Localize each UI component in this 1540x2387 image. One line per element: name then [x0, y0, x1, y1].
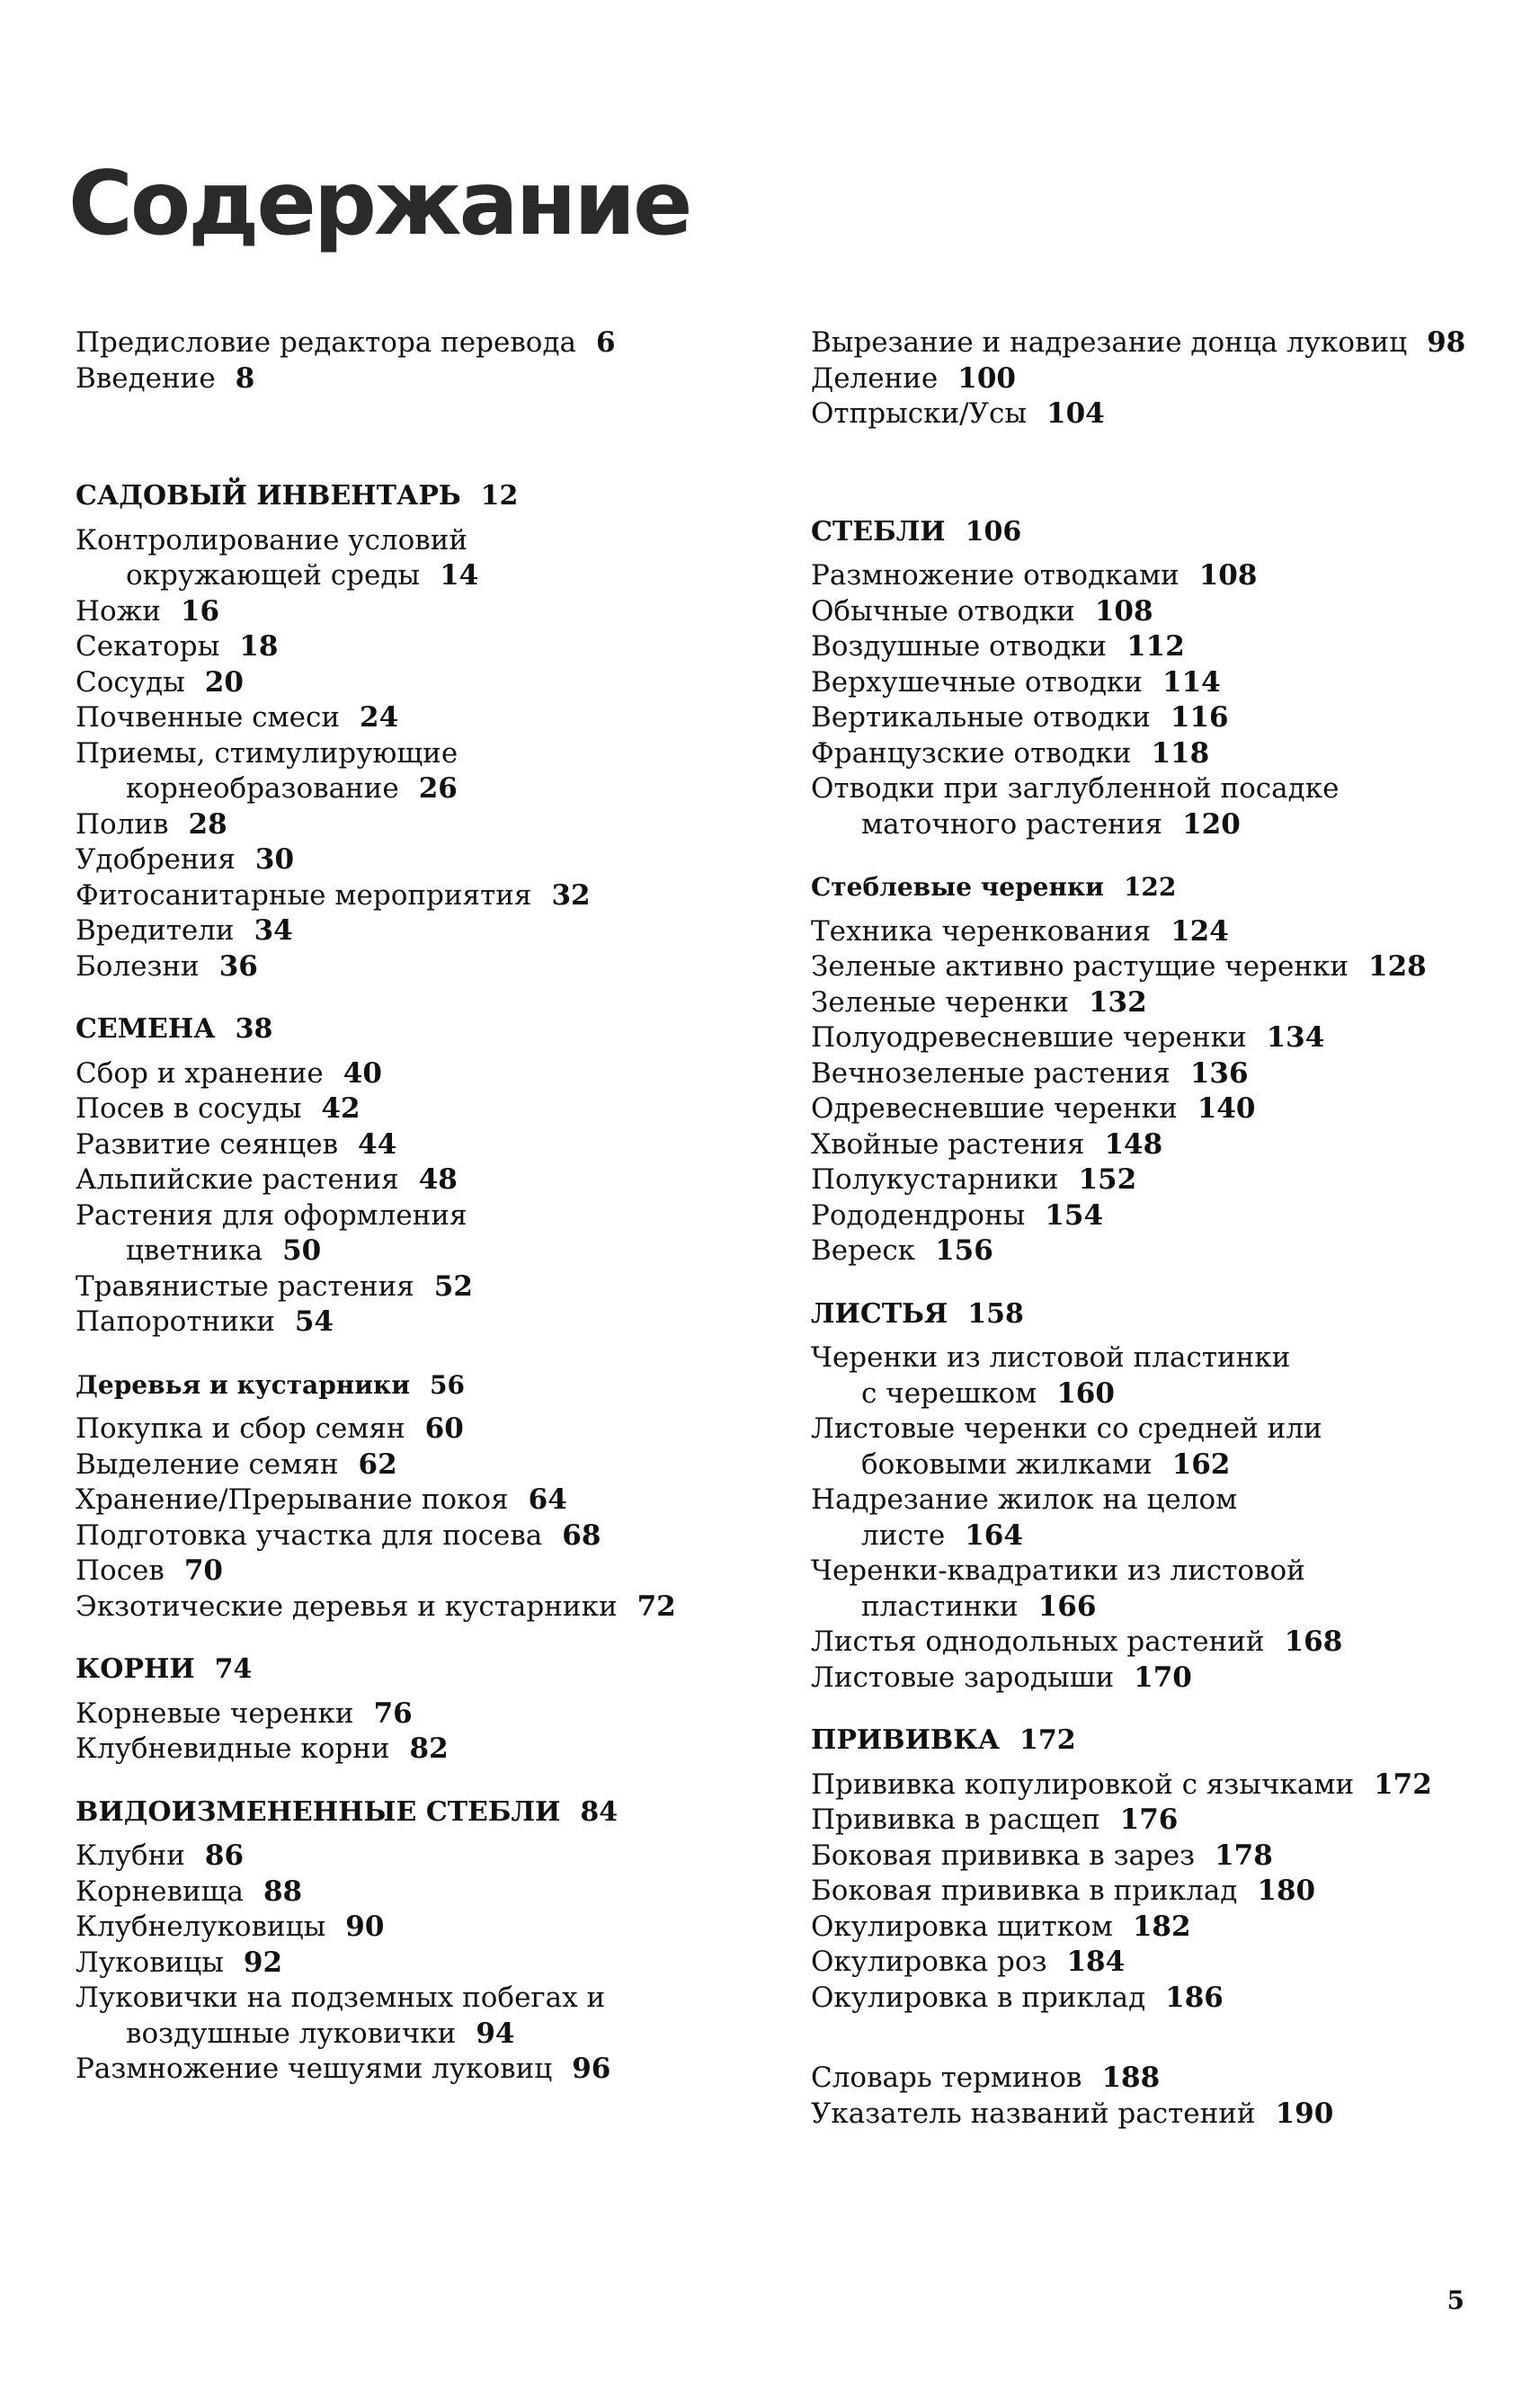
toc-entry: [76, 913, 705, 949]
toc-section-title: КОРНИ: [76, 1653, 195, 1685]
toc-section-heading: [76, 1652, 705, 1688]
toc-entry: [76, 1483, 705, 1519]
toc-page-number: 50: [282, 1234, 322, 1267]
toc-entry: [811, 1661, 1494, 1697]
toc-entry-continuation: [76, 2017, 705, 2053]
toc-entry-title: Отводки при заглубленной посадке: [811, 772, 1340, 805]
toc-page-number: 148: [1104, 1127, 1163, 1161]
toc-entry-title: Верхушечные отводки: [811, 665, 1143, 699]
toc-entry-title: Указатель названий растений: [811, 2097, 1256, 2130]
toc-page-number: 108: [1198, 559, 1258, 592]
toc-page-number: 178: [1215, 1839, 1273, 1872]
toc-page-number: 162: [1171, 1447, 1231, 1481]
toc-page-number: 188: [1101, 2062, 1161, 2094]
toc-sections: [76, 478, 705, 2088]
toc-page-number: 182: [1132, 1910, 1191, 1943]
toc-entry: [76, 1091, 705, 1127]
toc-entry-title: Полукустарники: [811, 1163, 1059, 1196]
toc-entry: [811, 1839, 1494, 1875]
toc-page-number: 20: [204, 665, 244, 699]
toc-entry-title-cont: окружающей среды: [126, 559, 421, 592]
toc-entry-continuation: [811, 1590, 1494, 1625]
toc-entry: [76, 842, 705, 878]
toc-entry: [76, 1056, 705, 1092]
toc-entry: [811, 665, 1494, 701]
toc-entry-continuation: [76, 771, 705, 807]
toc-page-number: 170: [1134, 1661, 1192, 1694]
toc-section-heading: [76, 478, 705, 514]
toc-section-title: ВИДОИЗМЕНЕННЫЕ СТЕБЛИ: [76, 1795, 561, 1828]
toc-entry-title: Листовые зародыши: [811, 1661, 1115, 1694]
toc-page-number: 186: [1165, 1981, 1224, 2014]
toc-page-number: 36: [218, 949, 258, 983]
toc-entry-title: Вырезание и надрезание донца луковиц: [811, 326, 1408, 359]
toc-section-title: СТЕБЛИ: [811, 515, 946, 548]
toc-entry: [76, 1590, 705, 1625]
toc-entry: [76, 1447, 705, 1483]
toc-entry-title: Деление: [811, 361, 939, 395]
toc-entry-continuation: [811, 1376, 1494, 1412]
toc-entry-continuation: [811, 807, 1494, 843]
toc-entry: [811, 594, 1494, 630]
toc-section-heading: [811, 514, 1494, 550]
toc-page-number: 160: [1056, 1376, 1115, 1410]
toc-page-number: 6: [596, 326, 616, 359]
toc-page-number: 166: [1037, 1590, 1097, 1623]
toc-page-number: 18: [239, 630, 279, 663]
toc-section-heading: [76, 1011, 705, 1047]
toc-entry-title: Окулировка роз: [811, 1946, 1047, 1978]
toc-section: [76, 1652, 705, 1768]
toc-entry: [811, 1910, 1494, 1946]
toc-page-number: 26: [418, 772, 458, 805]
toc-section: [811, 869, 1494, 1269]
toc-entry: [811, 1020, 1494, 1056]
toc-entry-title: Развитие сеянцев: [76, 1127, 339, 1161]
toc-entry: [811, 1091, 1494, 1127]
toc-page-number: 154: [1045, 1198, 1104, 1232]
toc-entry: [76, 807, 705, 843]
toc-entry: [811, 1768, 1494, 1804]
toc-entry: [811, 1412, 1494, 1447]
toc-page-number: 60: [424, 1412, 464, 1445]
toc-entry-title: Введение: [76, 361, 216, 395]
toc-page-number: 122: [1123, 872, 1177, 902]
toc-entry-title: Корневища: [76, 1875, 244, 1908]
toc-entry: [811, 1056, 1494, 1092]
toc-entry: [811, 2061, 1494, 2097]
toc-entry-title: Секаторы: [76, 630, 220, 663]
toc-page-number: 24: [360, 701, 399, 734]
toc-page-number: 98: [1427, 326, 1466, 359]
toc-entry-title: Почвенные смеси: [76, 701, 341, 734]
toc-page-number: 72: [636, 1590, 676, 1623]
toc-entry: [76, 1127, 705, 1163]
toc-section-title: Стеблевые черенки: [811, 872, 1104, 902]
toc-page-number: 108: [1094, 594, 1153, 628]
toc-entry-title: Листовые черенки со средней или: [811, 1412, 1322, 1445]
toc-page-number: 128: [1368, 950, 1427, 983]
toc-entry: [76, 878, 705, 914]
toc-section: [76, 478, 705, 984]
toc-entry-title: Сосуды: [76, 665, 185, 699]
toc-entry-title: Боковая прививка в приклад: [811, 1875, 1238, 1907]
toc-page-number: 184: [1066, 1946, 1126, 1978]
toc-entry: [76, 2052, 705, 2088]
toc-entry-title: Травянистые растения: [76, 1269, 414, 1303]
toc-entry: [76, 325, 705, 361]
toc-entry: [76, 1269, 705, 1305]
toc-entry-title-cont: цветника: [126, 1234, 263, 1267]
toc-page-number: 34: [254, 914, 293, 947]
toc-section: [811, 514, 1494, 843]
toc-entry: [811, 325, 1494, 361]
toc-section-heading: [76, 1795, 705, 1830]
toc-entry-title: Одревесневшие черенки: [811, 1092, 1178, 1125]
toc-entry: [811, 396, 1494, 432]
toc-entry-title: Сбор и хранение: [76, 1056, 324, 1090]
toc-page-number: 54: [294, 1305, 334, 1338]
toc-entry: [76, 1839, 705, 1875]
toc-trailer: [811, 2061, 1494, 2132]
toc-entry-title: Приемы, стимулирующие: [76, 736, 458, 770]
toc-sections: [811, 514, 1494, 2017]
toc-entry-title: Размножение отводками: [811, 559, 1179, 592]
toc-entry-title: Луковички на подземных побегах и: [76, 1982, 606, 2014]
toc-page-number: 96: [572, 2053, 611, 2085]
toc-entry-title: Хранение/Прерывание покоя: [76, 1483, 509, 1516]
toc-entry: [811, 1127, 1494, 1163]
toc-entry-title: Французские отводки: [811, 736, 1132, 770]
toc-entry: [76, 736, 705, 772]
toc-entry-title: Луковицы: [76, 1946, 224, 1979]
toc-entry-continuation: [76, 558, 705, 594]
toc-page-number: 86: [204, 1839, 245, 1872]
toc-page-number: 176: [1119, 1804, 1179, 1836]
toc-entry-title: Клубни: [76, 1839, 185, 1872]
toc-entry: [811, 1340, 1494, 1376]
toc-entry-title: Хвойные растения: [811, 1127, 1085, 1161]
page-number: 5: [1447, 2285, 1464, 2315]
toc-entry-title: Покупка и сбор семян: [76, 1412, 405, 1445]
toc-entry: [811, 771, 1494, 807]
toc-entry: [76, 949, 705, 985]
toc-section-heading: [811, 1723, 1494, 1759]
toc-page-number: 158: [967, 1297, 1024, 1330]
toc-page-number: 28: [188, 807, 227, 841]
toc-page-number: 156: [935, 1234, 993, 1267]
toc-entry: [76, 361, 705, 397]
toc-page-number: 190: [1275, 2097, 1334, 2130]
toc-page-number: 38: [235, 1013, 273, 1045]
toc-entry: [76, 700, 705, 736]
toc-section-title: СЕМЕНА: [76, 1013, 216, 1045]
toc-entry-title: Альпийские растения: [76, 1163, 399, 1196]
toc-page-number: 62: [358, 1447, 397, 1481]
toc-entry: [76, 1875, 705, 1910]
toc-page-number: 112: [1126, 630, 1185, 663]
toc-entry-title-cont: с черешком: [861, 1376, 1037, 1410]
toc-entry: [811, 949, 1494, 985]
toc-entry: [76, 1162, 705, 1198]
toc-intro: [76, 325, 705, 396]
toc-entry: [811, 2097, 1494, 2133]
toc-entry-title: Посев: [76, 1554, 165, 1587]
toc-entry: [76, 594, 705, 630]
toc-entry-title: Боковая прививка в зарез: [811, 1839, 1196, 1872]
toc-page-number: 40: [343, 1056, 382, 1090]
toc-entry-continuation: [811, 1519, 1494, 1554]
toc-left-column: [76, 325, 705, 2088]
toc-section-title: Деревья и кустарники: [76, 1369, 411, 1400]
toc-section: [76, 1795, 705, 2088]
toc-entry-title-cont: боковыми жилками: [861, 1447, 1153, 1481]
toc-right-column: [811, 325, 1494, 2132]
toc-entry: [76, 1412, 705, 1447]
toc-entry-title: Размножение чешуями луковиц: [76, 2053, 553, 2085]
toc-page-number: 16: [180, 594, 220, 628]
toc-page-number: 104: [1046, 397, 1105, 430]
toc-page-number: 76: [373, 1697, 413, 1730]
toc-page-number: 64: [528, 1483, 567, 1516]
toc-entry-title: Удобрения: [76, 843, 236, 876]
toc-entry-title: Болезни: [76, 949, 200, 983]
toc-entry-title: Прививка копулировкой с язычками: [811, 1768, 1355, 1801]
page-title: Содержание: [68, 153, 690, 255]
toc-page-number: 74: [214, 1653, 253, 1685]
toc-page-number: 92: [243, 1946, 283, 1979]
toc-page-number: 12: [480, 480, 519, 512]
toc-section-title: ЛИСТЬЯ: [811, 1297, 948, 1330]
toc-entry-title: Рододендроны: [811, 1198, 1026, 1232]
toc-page-number: 90: [345, 1910, 385, 1943]
toc-page-number: 124: [1171, 914, 1229, 948]
toc-entry-title: Окулировка щитком: [811, 1910, 1113, 1943]
toc-entry-title: Клубневидные корни: [76, 1732, 390, 1765]
toc-entry: [811, 1162, 1494, 1198]
toc-entry-title: Зеленые активно растущие черенки: [811, 950, 1349, 983]
toc-section-heading: [76, 1367, 705, 1403]
toc-entry-title: Вертикальные отводки: [811, 701, 1151, 734]
toc-section: [76, 1011, 705, 1340]
toc-page-number: 68: [562, 1519, 601, 1552]
toc-page-number: 116: [1170, 701, 1229, 734]
toc-page-number: 180: [1257, 1875, 1316, 1907]
toc-page-number: 134: [1266, 1021, 1325, 1054]
toc-entry-title: Корневые черенки: [76, 1697, 354, 1730]
toc-entry-title: Техника черенкования: [811, 914, 1152, 948]
toc-page-number: 30: [254, 843, 295, 876]
toc-entry-title: Воздушные отводки: [811, 630, 1108, 663]
toc-entry: [76, 523, 705, 559]
toc-section-title: ПРИВИВКА: [811, 1724, 1001, 1756]
toc-entry: [811, 558, 1494, 594]
toc-entry-title: Клубнелуковицы: [76, 1910, 326, 1943]
toc-entry: [811, 700, 1494, 736]
toc-page-number: 56: [430, 1369, 465, 1400]
toc-entry: [76, 1519, 705, 1554]
toc-entry-title: Вечнозеленые растения: [811, 1056, 1171, 1090]
toc-entry-title: Экзотические деревья и кустарники: [76, 1590, 618, 1623]
toc-entry: [76, 665, 705, 701]
toc-entry-title-cont: маточного растения: [861, 807, 1163, 841]
toc-section: [811, 1296, 1494, 1697]
toc-entry: [811, 985, 1494, 1021]
toc-entry: [76, 1910, 705, 1946]
toc-entry-continuation: [76, 1234, 705, 1269]
toc-page-number: 106: [965, 515, 1022, 548]
toc-entry: [76, 1946, 705, 1982]
toc-entry: [811, 1981, 1494, 2017]
toc-entry-title: Папоротники: [76, 1305, 275, 1338]
toc-entry-title: Контролирование условий: [76, 523, 468, 557]
toc-page-number: 8: [235, 361, 255, 395]
toc-entry-title: Подготовка участка для посева: [76, 1519, 543, 1552]
toc-entry: [811, 1803, 1494, 1839]
toc-page-number: 152: [1078, 1163, 1137, 1196]
toc-page-number: 172: [1374, 1768, 1432, 1801]
toc-entry: [811, 1198, 1494, 1234]
toc-entry-title-cont: пластинки: [861, 1590, 1019, 1623]
toc-entry-title: Зеленые черенки: [811, 985, 1069, 1019]
toc-page-number: 118: [1151, 736, 1210, 770]
toc-entry-continuation: [811, 1447, 1494, 1483]
toc-entry-title: Полив: [76, 807, 169, 841]
toc-page-number: 114: [1162, 665, 1221, 699]
toc-entry: [811, 629, 1494, 665]
toc-section-title: САДОВЫЙ ИНВЕНТАРЬ: [76, 480, 461, 512]
toc-entry: [811, 1483, 1494, 1519]
toc-page-number: 172: [1019, 1724, 1076, 1756]
toc-entry: [811, 1234, 1494, 1269]
toc-section-heading: [811, 1296, 1494, 1332]
toc-entry-title: Прививка в расщеп: [811, 1804, 1100, 1836]
toc-entry-title: Обычные отводки: [811, 594, 1075, 628]
toc-entry-title: Черенки из листовой пластинки: [811, 1341, 1291, 1374]
toc-entry-title-cont: корнеобразование: [126, 772, 399, 805]
toc-intro: [811, 325, 1494, 432]
toc-page-number: 82: [409, 1732, 449, 1765]
toc-entry: [76, 629, 705, 665]
toc-page-number: 140: [1197, 1092, 1256, 1125]
toc-entry: [811, 1945, 1494, 1981]
toc-page-number: 52: [433, 1269, 473, 1303]
toc-page-number: 32: [551, 878, 591, 912]
toc-section: [811, 1723, 1494, 2016]
toc-page-number: 42: [321, 1092, 361, 1125]
toc-entry: [811, 1625, 1494, 1661]
toc-entry-title: Предисловие редактора перевода: [76, 326, 577, 359]
toc-entry: [811, 1874, 1494, 1910]
toc-page-number: 70: [183, 1554, 223, 1587]
toc-entry: [76, 1981, 705, 2017]
toc-page-number: 88: [263, 1875, 303, 1908]
toc-entry-title: Окулировка в приклад: [811, 1981, 1146, 2014]
toc-page-number: 164: [965, 1519, 1023, 1552]
toc-entry-title: Листья однодольных растений: [811, 1625, 1265, 1658]
toc-entry: [811, 1554, 1494, 1590]
toc-entry-title: Отпрыски/Усы: [811, 397, 1028, 430]
toc-entry: [76, 1198, 705, 1234]
toc-page-number: 44: [358, 1127, 397, 1161]
toc-entry-title: Полуодревесневшие черенки: [811, 1021, 1247, 1054]
toc-entry-title: Вредители: [76, 914, 235, 947]
toc-entry-title: Ножи: [76, 594, 161, 628]
toc-page-number: 136: [1189, 1056, 1249, 1090]
toc-section: [76, 1367, 705, 1625]
toc-entry-title-cont: воздушные луковички: [126, 2017, 457, 2050]
toc-entry: [76, 1554, 705, 1590]
toc-entry-title: Посев в сосуды: [76, 1092, 302, 1125]
toc-entry-title: Черенки-квадратики из листовой: [811, 1554, 1305, 1587]
toc-entry: [76, 1732, 705, 1768]
toc-entry: [76, 1305, 705, 1340]
toc-page-number: 100: [957, 361, 1016, 395]
toc-section-heading: [811, 869, 1494, 905]
toc-entry-title-cont: листе: [861, 1519, 946, 1552]
toc-entry-title: Растения для оформления: [76, 1198, 467, 1232]
toc-entry-title: Фитосанитарные мероприятия: [76, 878, 532, 912]
toc-entry: [76, 1697, 705, 1732]
toc-entry: [811, 914, 1494, 950]
toc-entry-title: Надрезание жилок на целом: [811, 1483, 1238, 1516]
toc-entry-title: Словарь терминов: [811, 2062, 1082, 2094]
toc-entry-title: Выделение семян: [76, 1447, 339, 1481]
toc-entry: [811, 736, 1494, 772]
toc-page-number: 94: [476, 2017, 515, 2050]
toc-page-number: 14: [440, 559, 479, 592]
toc-page-number: 132: [1088, 985, 1147, 1019]
toc-page-number: 84: [580, 1795, 619, 1828]
toc-entry-title: Вереск: [811, 1234, 916, 1267]
toc-entry: [811, 361, 1494, 397]
toc-page-number: 48: [418, 1163, 458, 1196]
toc-page-number: 120: [1182, 807, 1241, 841]
toc-page-number: 168: [1284, 1625, 1343, 1658]
